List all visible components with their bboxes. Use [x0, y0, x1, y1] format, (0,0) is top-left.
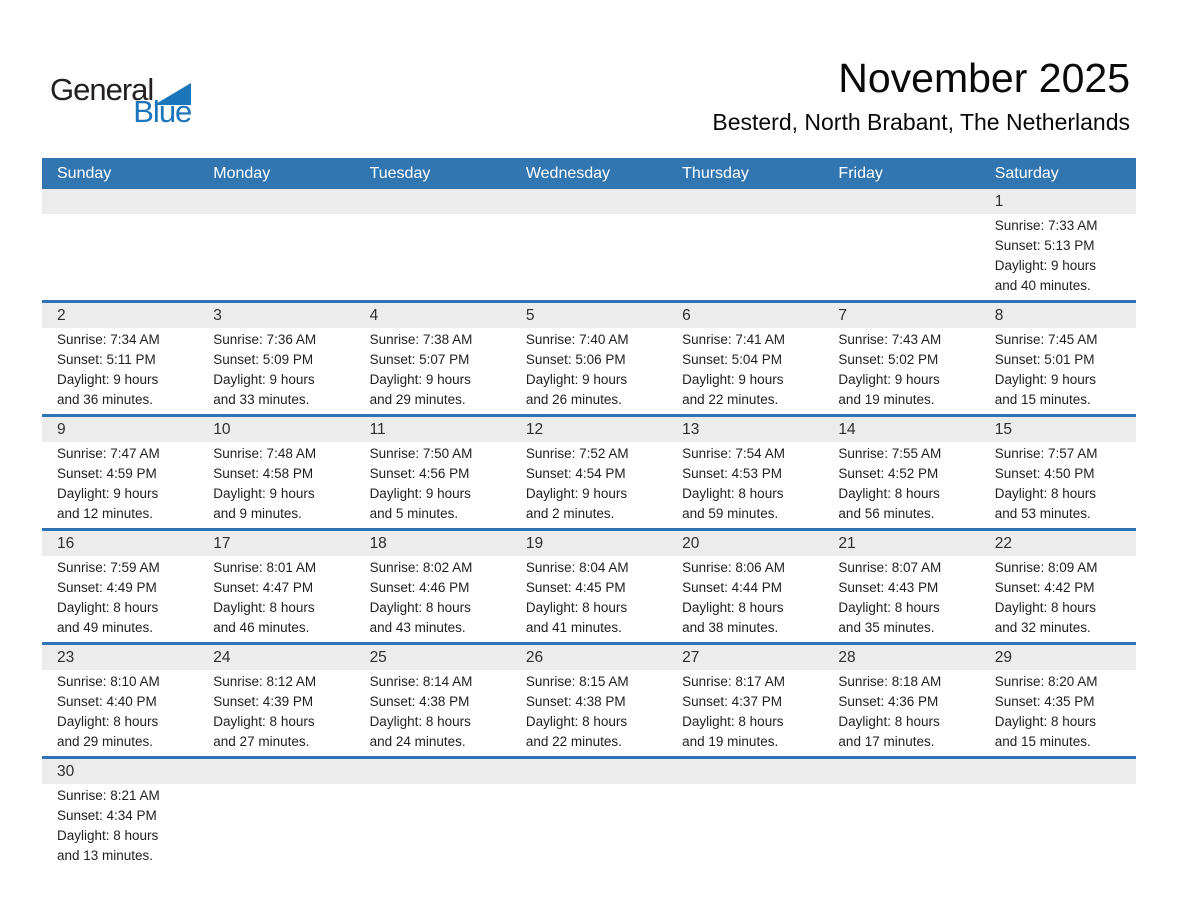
day-number: 30 [57, 762, 75, 780]
day-sunrise-text: Sunrise: 8:01 AM [213, 560, 317, 575]
day-number: 8 [994, 306, 1004, 324]
day-daylight-text: Daylight: 8 hours and 19 minutes. [682, 714, 784, 749]
day-daylight-text: Daylight: 9 hours and 15 minutes. [994, 372, 1097, 407]
empty-date-cell [667, 759, 823, 784]
day-number: 1 [994, 192, 1004, 210]
month-title: November 2025 [838, 55, 1130, 101]
day-sunrise-text: Sunrise: 7:38 AM [369, 332, 473, 347]
day-daylight-text: Daylight: 8 hours and 24 minutes. [369, 714, 471, 749]
day-sunrise-text: Sunrise: 8:20 AM [994, 674, 1098, 689]
day-sunrise-text: Sunrise: 7:45 AM [994, 332, 1098, 347]
day-cell [355, 328, 511, 414]
day-daylight-text: Daylight: 8 hours and 49 minutes. [57, 600, 159, 635]
day-number: 20 [682, 534, 700, 552]
day-number: 6 [682, 306, 691, 324]
day-cell [355, 670, 511, 756]
day-number: 9 [57, 420, 66, 438]
empty-date-cell [823, 759, 979, 784]
day-sunset-text: Sunset: 4:58 PM [213, 466, 314, 481]
empty-day-cell [980, 784, 1136, 870]
empty-day-cell [667, 214, 823, 300]
day-cell [355, 442, 511, 528]
day-sunrise-text: Sunrise: 8:12 AM [213, 674, 317, 689]
day-cell [980, 556, 1136, 642]
info-strip [42, 556, 1136, 642]
day-header-wednesday: Wednesday [525, 164, 611, 182]
empty-day-cell [198, 214, 354, 300]
day-sunrise-text: Sunrise: 8:18 AM [838, 674, 942, 689]
day-number: 19 [525, 534, 544, 552]
day-number: 27 [682, 648, 700, 666]
empty-date-cell [198, 189, 354, 214]
empty-day-cell [198, 784, 354, 870]
date-strip [42, 417, 1136, 442]
day-cell [198, 442, 354, 528]
day-sunrise-text: Sunrise: 7:48 AM [213, 446, 317, 461]
day-cell [823, 442, 979, 528]
day-daylight-text: Daylight: 9 hours and 5 minutes. [369, 486, 471, 521]
empty-day-cell [355, 784, 511, 870]
day-sunset-text: Sunset: 4:44 PM [682, 580, 782, 595]
day-sunset-text: Sunset: 5:04 PM [682, 352, 782, 367]
title-block [712, 57, 1130, 136]
day-sunrise-text: Sunrise: 7:55 AM [838, 446, 942, 461]
empty-date-cell [198, 759, 354, 784]
empty-day-cell [667, 784, 823, 870]
empty-day-cell [511, 214, 667, 300]
day-daylight-text: Daylight: 9 hours and 12 minutes. [57, 486, 159, 521]
empty-day-cell [42, 214, 198, 300]
day-daylight-text: Daylight: 8 hours and 59 minutes. [682, 486, 784, 521]
day-daylight-text: Daylight: 9 hours and 2 minutes. [525, 486, 628, 521]
day-sunset-text: Sunset: 4:42 PM [994, 580, 1095, 595]
calendar-table [42, 158, 1136, 870]
day-daylight-text: Daylight: 8 hours and 13 minutes. [57, 828, 159, 863]
day-sunset-text: Sunset: 5:06 PM [525, 352, 626, 367]
day-daylight-text: Daylight: 8 hours and 46 minutes. [213, 600, 315, 635]
day-sunrise-text: Sunrise: 7:57 AM [994, 446, 1098, 461]
day-header-thursday: Thursday [682, 164, 749, 182]
day-number: 7 [838, 306, 848, 324]
day-sunrise-text: Sunrise: 8:09 AM [994, 560, 1098, 575]
day-sunset-text: Sunset: 5:01 PM [994, 352, 1095, 367]
empty-day-cell [823, 214, 979, 300]
day-cell [667, 442, 823, 528]
empty-date-cell [823, 189, 979, 214]
day-sunrise-text: Sunrise: 8:21 AM [57, 788, 160, 803]
day-number: 13 [682, 420, 700, 438]
day-cell [42, 328, 198, 414]
day-number: 22 [994, 534, 1012, 552]
day-sunrise-text: Sunrise: 7:52 AM [525, 446, 629, 461]
week-row-4 [42, 528, 1136, 642]
day-cell [42, 670, 198, 756]
day-daylight-text: Daylight: 8 hours and 29 minutes. [57, 714, 159, 749]
day-daylight-text: Daylight: 8 hours and 53 minutes. [994, 486, 1097, 521]
day-sunrise-text: Sunrise: 8:07 AM [838, 560, 942, 575]
day-header-friday: Friday [838, 164, 883, 182]
day-sunset-text: Sunset: 4:35 PM [994, 694, 1095, 709]
day-daylight-text: Daylight: 8 hours and 32 minutes. [994, 600, 1097, 635]
day-daylight-text: Daylight: 8 hours and 38 minutes. [682, 600, 784, 635]
day-number: 24 [213, 648, 231, 666]
day-daylight-text: Daylight: 9 hours and 22 minutes. [682, 372, 784, 407]
day-cell [198, 328, 354, 414]
day-sunset-text: Sunset: 4:53 PM [682, 466, 782, 481]
day-cell [667, 670, 823, 756]
day-sunrise-text: Sunrise: 8:02 AM [369, 560, 473, 575]
date-strip [42, 531, 1136, 556]
day-sunrise-text: Sunrise: 8:10 AM [57, 674, 160, 689]
week-row-1 [42, 189, 1136, 300]
day-daylight-text: Daylight: 8 hours and 41 minutes. [525, 600, 628, 635]
day-cell [511, 442, 667, 528]
day-sunrise-text: Sunrise: 7:47 AM [57, 446, 160, 461]
day-sunrise-text: Sunrise: 7:40 AM [525, 332, 629, 347]
day-sunset-text: Sunset: 5:02 PM [838, 352, 939, 367]
day-number: 17 [213, 534, 231, 552]
day-cell [667, 556, 823, 642]
day-daylight-text: Daylight: 9 hours and 33 minutes. [213, 372, 315, 407]
day-header-sunday: Sunday [57, 164, 112, 182]
general-blue-logo [50, 74, 191, 127]
empty-day-cell [511, 784, 667, 870]
day-cell [980, 670, 1136, 756]
empty-date-cell [511, 189, 667, 214]
day-daylight-text: Daylight: 9 hours and 9 minutes. [213, 486, 315, 521]
location-subtitle: Besterd, North Brabant, The Netherlands [712, 109, 1130, 136]
empty-day-cell [823, 784, 979, 870]
info-strip [42, 670, 1136, 756]
day-sunset-text: Sunset: 4:39 PM [213, 694, 314, 709]
day-number: 14 [838, 420, 856, 438]
day-daylight-text: Daylight: 9 hours and 36 minutes. [57, 372, 159, 407]
info-strip [42, 442, 1136, 528]
day-sunset-text: Sunset: 4:40 PM [57, 694, 157, 709]
day-sunset-text: Sunset: 4:36 PM [838, 694, 939, 709]
day-daylight-text: Daylight: 8 hours and 43 minutes. [369, 600, 471, 635]
day-number: 10 [213, 420, 231, 438]
day-cell [511, 670, 667, 756]
day-sunset-text: Sunset: 4:50 PM [994, 466, 1095, 481]
day-daylight-text: Daylight: 8 hours and 27 minutes. [213, 714, 315, 749]
day-cell [198, 556, 354, 642]
calendar-weeks [42, 189, 1136, 870]
day-daylight-text: Daylight: 9 hours and 29 minutes. [369, 372, 471, 407]
day-sunset-text: Sunset: 4:59 PM [57, 466, 157, 481]
empty-date-cell [355, 189, 511, 214]
info-strip [42, 214, 1136, 300]
day-sunset-text: Sunset: 4:47 PM [213, 580, 314, 595]
day-daylight-text: Daylight: 8 hours and 56 minutes. [838, 486, 940, 521]
day-daylight-text: Daylight: 8 hours and 17 minutes. [838, 714, 940, 749]
day-daylight-text: Daylight: 9 hours and 19 minutes. [838, 372, 940, 407]
date-strip [42, 759, 1136, 784]
info-strip [42, 328, 1136, 414]
day-sunset-text: Sunset: 4:38 PM [369, 694, 470, 709]
day-sunrise-text: Sunrise: 7:59 AM [57, 560, 160, 575]
day-number: 12 [525, 420, 544, 438]
day-sunrise-text: Sunrise: 7:33 AM [994, 218, 1098, 233]
day-daylight-text: Daylight: 9 hours and 26 minutes. [525, 372, 628, 407]
day-daylight-text: Daylight: 9 hours and 40 minutes. [994, 258, 1097, 293]
date-strip [42, 645, 1136, 670]
day-sunset-text: Sunset: 4:56 PM [369, 466, 470, 481]
day-number: 29 [994, 648, 1012, 666]
day-sunset-text: Sunset: 4:37 PM [682, 694, 782, 709]
day-sunrise-text: Sunrise: 8:17 AM [682, 674, 785, 689]
date-strip [42, 303, 1136, 328]
day-cell [198, 670, 354, 756]
week-row-5 [42, 642, 1136, 756]
empty-date-cell [511, 759, 667, 784]
empty-date-cell [980, 759, 1136, 784]
day-cell [355, 556, 511, 642]
day-number: 5 [525, 306, 535, 324]
day-number: 18 [369, 534, 387, 552]
day-sunrise-text: Sunrise: 7:54 AM [682, 446, 785, 461]
day-sunset-text: Sunset: 4:38 PM [525, 694, 626, 709]
day-number: 16 [57, 534, 75, 552]
day-number: 4 [369, 306, 379, 324]
empty-date-cell [355, 759, 511, 784]
day-daylight-text: Daylight: 8 hours and 22 minutes. [525, 714, 628, 749]
day-number: 21 [838, 534, 856, 552]
day-number: 28 [838, 648, 856, 666]
day-cell [42, 784, 198, 870]
day-number: 25 [369, 648, 387, 666]
day-sunrise-text: Sunrise: 7:50 AM [369, 446, 473, 461]
empty-date-cell [42, 189, 198, 214]
day-sunset-text: Sunset: 4:43 PM [838, 580, 939, 595]
day-cell [511, 328, 667, 414]
day-number: 15 [994, 420, 1012, 438]
day-sunrise-text: Sunrise: 7:41 AM [682, 332, 785, 347]
day-sunrise-text: Sunrise: 8:06 AM [682, 560, 785, 575]
day-header-tuesday: Tuesday [369, 164, 431, 182]
day-number: 3 [213, 306, 222, 324]
day-sunset-text: Sunset: 5:11 PM [57, 352, 156, 367]
day-sunrise-text: Sunrise: 8:14 AM [369, 674, 473, 689]
day-cell [823, 556, 979, 642]
day-sunset-text: Sunset: 4:46 PM [369, 580, 470, 595]
day-cell [42, 442, 198, 528]
day-sunrise-text: Sunrise: 7:43 AM [838, 332, 942, 347]
day-cell [823, 670, 979, 756]
day-number: 26 [525, 648, 544, 666]
day-sunset-text: Sunset: 4:34 PM [57, 808, 157, 823]
day-sunrise-text: Sunrise: 7:34 AM [57, 332, 160, 347]
day-cell [823, 328, 979, 414]
logo-text-general: General [50, 72, 154, 107]
day-cell [667, 328, 823, 414]
day-sunset-text: Sunset: 5:09 PM [213, 352, 314, 367]
week-row-2 [42, 300, 1136, 414]
day-sunset-text: Sunset: 4:52 PM [838, 466, 939, 481]
day-number: 2 [57, 306, 66, 324]
day-daylight-text: Daylight: 8 hours and 15 minutes. [994, 714, 1097, 749]
day-sunset-text: Sunset: 4:45 PM [525, 580, 626, 595]
day-cell [511, 556, 667, 642]
day-cell [980, 214, 1136, 300]
day-header-saturday: Saturday [994, 164, 1059, 182]
week-row-6 [42, 756, 1136, 870]
day-sunrise-text: Sunrise: 8:15 AM [525, 674, 629, 689]
day-sunset-text: Sunset: 4:49 PM [57, 580, 157, 595]
day-sunset-text: Sunset: 4:54 PM [525, 466, 626, 481]
day-header-monday: Monday [213, 164, 271, 182]
day-number: 23 [57, 648, 75, 666]
empty-date-cell [667, 189, 823, 214]
day-cell [980, 442, 1136, 528]
weekday-header-row [42, 158, 1136, 189]
day-cell [42, 556, 198, 642]
date-strip [42, 189, 1136, 214]
day-cell [980, 328, 1136, 414]
day-sunrise-text: Sunrise: 7:36 AM [213, 332, 317, 347]
day-sunrise-text: Sunrise: 8:04 AM [525, 560, 629, 575]
day-number: 11 [369, 420, 386, 438]
day-sunset-text: Sunset: 5:07 PM [369, 352, 470, 367]
day-daylight-text: Daylight: 8 hours and 35 minutes. [838, 600, 940, 635]
empty-day-cell [355, 214, 511, 300]
info-strip [42, 784, 1136, 870]
week-row-3 [42, 414, 1136, 528]
logo-text-blue: Blue [133, 94, 192, 129]
day-sunset-text: Sunset: 5:13 PM [994, 238, 1095, 253]
